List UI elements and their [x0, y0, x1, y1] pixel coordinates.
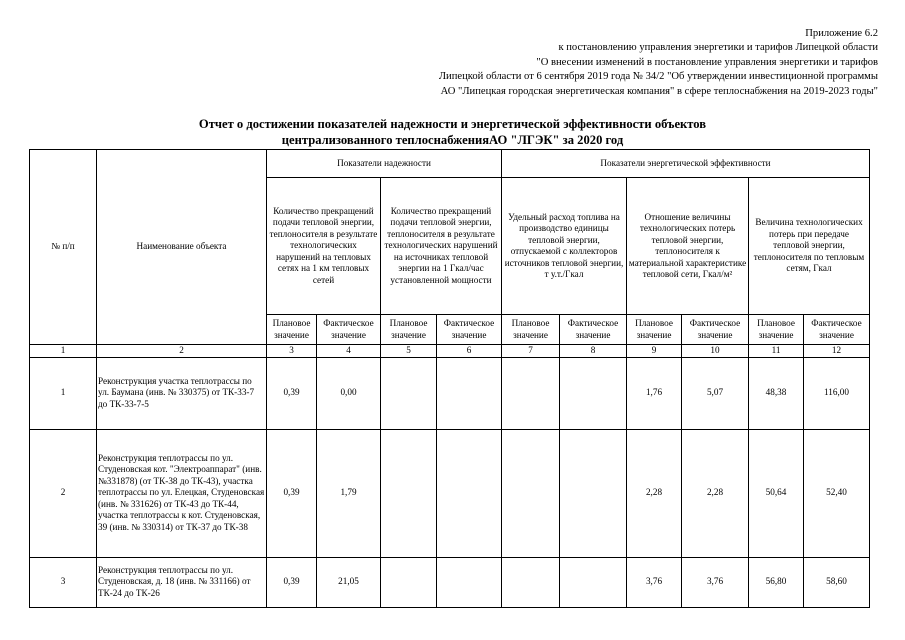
report-title — [0, 116, 905, 148]
object-name: Реконструкция теплотрассы по ул. Студеновская кот. "Электроаппарат" (инв. №331878) (от ТК-38 до ТК-43), участка теплотрассы по ул. Елецкая, Студеновская (инв. № 331626) от ТК-43 до ТК-44, участка теплотрассы к кот. Студеновская, 39 (инв. № 330314) от ТК-37 до ТК-38 — [97, 429, 267, 557]
value-cell: 1,76 — [627, 357, 682, 429]
fact-header: Фактическое значение — [560, 315, 627, 345]
indicator-header: Величина технологических потерь при передаче тепловой энергии, теплоносителя по тепловым сетям, Гкал — [749, 178, 870, 315]
fact-header: Фактическое значение — [437, 315, 502, 345]
value-cell — [560, 357, 627, 429]
column-header-name: Наименование объекта — [97, 150, 267, 345]
plan-header: Плановое значение — [267, 315, 317, 345]
value-cell: 0,39 — [267, 429, 317, 557]
plan-header: Плановое значение — [627, 315, 682, 345]
fact-header: Фактическое значение — [804, 315, 870, 345]
column-number: 1 — [30, 345, 97, 358]
value-cell: 58,60 — [804, 557, 870, 607]
object-name: Реконструкция участка теплотрассы по ул. Баумана (инв. № 330375) от ТК-33-7 до ТК-33-7-5 — [97, 357, 267, 429]
value-cell: 52,40 — [804, 429, 870, 557]
table-row — [30, 557, 870, 607]
row-number: 3 — [30, 557, 97, 607]
indicator-header: Количество прекращений подачи тепловой энергии, теплоносителя в результате технологических нарушений на источниках тепловой энергии на 1 Гкал/час установленной мощности — [381, 178, 502, 315]
column-number: 8 — [560, 345, 627, 358]
value-cell: 21,05 — [317, 557, 381, 607]
table-row — [30, 357, 870, 429]
column-number: 12 — [804, 345, 870, 358]
value-cell: 50,64 — [749, 429, 804, 557]
indicator-header: Удельный расход топлива на производство единицы тепловой энергии, отпускаемой с коллекторов источников тепловой энергии, т у.т./Гкал — [502, 178, 627, 315]
report-title-line: Отчет о достижении показателей надежности и энергетической эффективности объектов — [198, 117, 707, 131]
row-number: 2 — [30, 429, 97, 557]
column-number: 3 — [267, 345, 317, 358]
fact-header: Фактическое значение — [317, 315, 381, 345]
value-cell: 0,39 — [267, 557, 317, 607]
value-cell — [560, 557, 627, 607]
value-cell — [502, 429, 560, 557]
value-cell — [502, 357, 560, 429]
value-cell — [437, 429, 502, 557]
value-cell: 0,00 — [317, 357, 381, 429]
group-header-reliability: Показатели надежности — [267, 150, 502, 178]
value-cell — [560, 429, 627, 557]
table-row — [30, 429, 870, 557]
value-cell: 0,39 — [267, 357, 317, 429]
value-cell — [381, 557, 437, 607]
column-number: 9 — [627, 345, 682, 358]
column-number: 11 — [749, 345, 804, 358]
group-header-efficiency: Показатели энергетической эффективности — [502, 150, 870, 178]
report-table — [29, 149, 870, 608]
value-cell: 5,07 — [682, 357, 749, 429]
value-cell — [502, 557, 560, 607]
object-name: Реконструкция теплотрассы по ул. Студеновская, д. 18 (инв. № 331166) от ТК-24 до ТК-26 — [97, 557, 267, 607]
document-header — [439, 27, 878, 99]
header-line: к постановлению управления энергетики и тарифов Липецкой области — [558, 42, 878, 54]
row-number: 1 — [30, 357, 97, 429]
column-number: 6 — [437, 345, 502, 358]
indicator-header: Отношение величины технологических потерь тепловой энергии, теплоносителя к материальной характеристике тепловой сети, Гкал/м² — [627, 178, 749, 315]
header-line: АО "Липецкая городская энергетическая компания" в сфере теплоснабжения на 2019-2023 годы" — [440, 85, 878, 97]
value-cell — [381, 429, 437, 557]
header-line: "О внесении изменений в постановление управления энергетики и тарифов — [536, 56, 878, 68]
column-header-num: № п/п — [30, 150, 97, 345]
column-number: 4 — [317, 345, 381, 358]
value-cell: 2,28 — [627, 429, 682, 557]
table-header-row — [30, 150, 870, 178]
appendix-label: Приложение 6.2 — [805, 28, 878, 39]
value-cell — [437, 557, 502, 607]
plan-header: Плановое значение — [381, 315, 437, 345]
value-cell — [437, 357, 502, 429]
value-cell: 56,80 — [749, 557, 804, 607]
value-cell: 48,38 — [749, 357, 804, 429]
plan-header: Плановое значение — [749, 315, 804, 345]
value-cell: 116,00 — [804, 357, 870, 429]
value-cell: 3,76 — [627, 557, 682, 607]
value-cell: 2,28 — [682, 429, 749, 557]
indicator-header: Количество прекращений подачи тепловой энергии, теплоносителя в результате технологических нарушений на тепловых сетях на 1 км тепловых сетей — [267, 178, 381, 315]
column-number: 2 — [97, 345, 267, 358]
plan-header: Плановое значение — [502, 315, 560, 345]
value-cell: 1,79 — [317, 429, 381, 557]
header-line: Липецкой области от 6 сентября 2019 года № 34/2 "Об утверждении инвестиционной программы — [438, 71, 878, 83]
report-title-line: централизованного теплоснабженияАО "ЛГЭК" за 2020 год — [281, 133, 624, 147]
value-cell — [381, 357, 437, 429]
column-number-row — [30, 345, 870, 358]
column-number: 10 — [682, 345, 749, 358]
fact-header: Фактическое значение — [682, 315, 749, 345]
column-number: 7 — [502, 345, 560, 358]
value-cell: 3,76 — [682, 557, 749, 607]
column-number: 5 — [381, 345, 437, 358]
